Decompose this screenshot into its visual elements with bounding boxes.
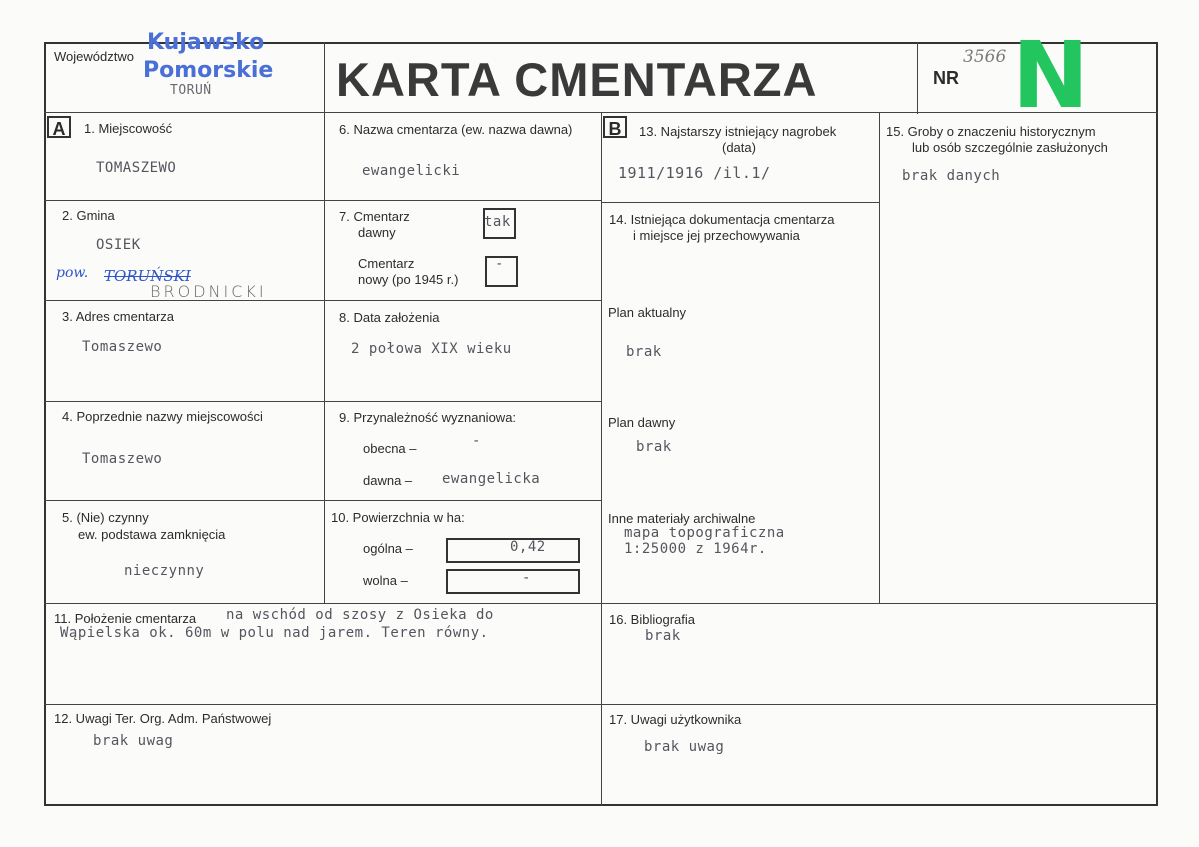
field-14-label-sub: i miejsce jej przechowywania [633, 228, 800, 243]
divider [601, 112, 602, 806]
field-12-value: brak uwag [93, 733, 174, 749]
field-2-pow-prefix: pow. [56, 265, 89, 281]
field-10-total-label: ogólna – [363, 541, 413, 556]
page-title: KARTA CMENTARZA [336, 53, 818, 106]
plan-current-value: brak [626, 344, 662, 360]
field-9-label: 9. Przynależność wyznaniowa: [339, 410, 517, 425]
stamp-line2: Pomorskie [143, 58, 274, 83]
field-4-label: 4. Poprzednie nazwy miejscowości [62, 409, 263, 424]
area-free-box [446, 569, 580, 594]
field-6-value: ewangelicki [362, 163, 461, 179]
old-cemetery-value: tak [484, 214, 511, 230]
field-2-pow-struck: TORUŃSKI [104, 267, 191, 285]
field-10-label: 10. Powierzchnia w ha: [331, 510, 465, 525]
field-10-total-value: 0,42 [510, 539, 546, 555]
field-8-label: 8. Data założenia [339, 310, 440, 325]
field-15-label: 15. Groby o znaczeniu historycznym [886, 124, 1096, 139]
field-13-label-sub: (data) [722, 140, 756, 155]
field-1-label: 1. Miejscowość [84, 121, 173, 136]
field-10-free-value: - [522, 570, 531, 586]
field-9-former-label: dawna – [363, 473, 413, 488]
nr-letter-marker: N [1012, 22, 1089, 129]
field-3-label: 3. Adres cmentarza [62, 309, 174, 324]
stamp-city: TORUŃ [170, 83, 212, 98]
field-7-label-new: Cmentarz [358, 256, 415, 271]
other-materials-value-line1: mapa topograficzna [624, 525, 785, 541]
stamp-line1: Kujawsko [147, 30, 265, 55]
field-9-former-value: ewangelicka [442, 471, 541, 487]
field-8-value: 2 połowa XIX wieku [351, 341, 512, 357]
section-a-marker: A [47, 116, 71, 138]
divider [44, 401, 602, 402]
field-3-value: Tomaszewo [82, 339, 163, 355]
field-10-free-label: wolna – [363, 573, 408, 588]
field-11-value-line2: Wąpielska ok. 60m w polu nad jarem. Teren równy. [60, 625, 489, 641]
field-4-value: Tomaszewo [82, 451, 163, 467]
field-7-label-new-sub: nowy (po 1945 r.) [358, 272, 459, 287]
divider [44, 500, 602, 501]
field-16-value: brak [645, 628, 681, 644]
field-9-current-label: obecna – [363, 441, 417, 456]
field-15-value: brak danych [902, 168, 1001, 184]
section-b-marker: B [603, 116, 627, 138]
divider [324, 112, 325, 604]
plan-current-label: Plan aktualny [608, 305, 687, 320]
plan-old-label: Plan dawny [608, 415, 676, 430]
field-13-value: 1911/1916 /il.1/ [618, 164, 771, 182]
divider [44, 603, 1158, 604]
other-materials-value-line2: 1:25000 z 1964r. [624, 541, 767, 557]
field-5-label: 5. (Nie) czynny [62, 510, 149, 525]
divider [917, 42, 918, 114]
nr-label: NR [933, 68, 959, 88]
field-5-value: nieczynny [124, 563, 205, 579]
field-15-label-sub: lub osób szczególnie zasłużonych [912, 140, 1108, 155]
divider [602, 202, 880, 203]
field-14-label: 14. Istniejąca dokumentacja cmentarza [609, 212, 835, 227]
other-materials-label: Inne materiały archiwalne [608, 511, 756, 526]
field-13-label: 13. Najstarszy istniejący nagrobek [639, 124, 837, 139]
field-17-value: brak uwag [644, 739, 725, 755]
field-12-label: 12. Uwagi Ter. Org. Adm. Państwowej [54, 711, 272, 726]
field-9-current-value: - [472, 433, 481, 449]
field-17-label: 17. Uwagi użytkownika [609, 712, 742, 727]
field-11-value-line1: na wschód od szosy z Osieka do [226, 607, 494, 623]
field-1-value: TOMASZEWO [96, 160, 177, 176]
new-cemetery-value: - [495, 256, 504, 272]
field-2-pow-value: BRODNICKI [150, 282, 267, 301]
divider [879, 112, 880, 604]
field-7-label-old-sub: dawny [358, 225, 396, 240]
divider [44, 200, 602, 201]
wojewodztwo-label: Województwo [54, 49, 134, 64]
field-5-label-sub: ew. podstawa zamknięcia [78, 527, 226, 542]
divider [44, 300, 602, 301]
field-2-value: OSIEK [96, 237, 141, 253]
field-6-label: 6. Nazwa cmentarza (ew. nazwa dawna) [339, 122, 573, 137]
divider [44, 704, 1158, 705]
field-11-label: 11. Położenie cmentarza [54, 611, 197, 626]
field-16-label: 16. Bibliografia [609, 612, 695, 627]
field-7-label-old: 7. Cmentarz [339, 209, 410, 224]
nr-handwritten: 3566 [963, 47, 1007, 67]
field-2-label: 2. Gmina [62, 208, 115, 223]
divider [324, 42, 325, 114]
plan-old-value: brak [636, 439, 672, 455]
